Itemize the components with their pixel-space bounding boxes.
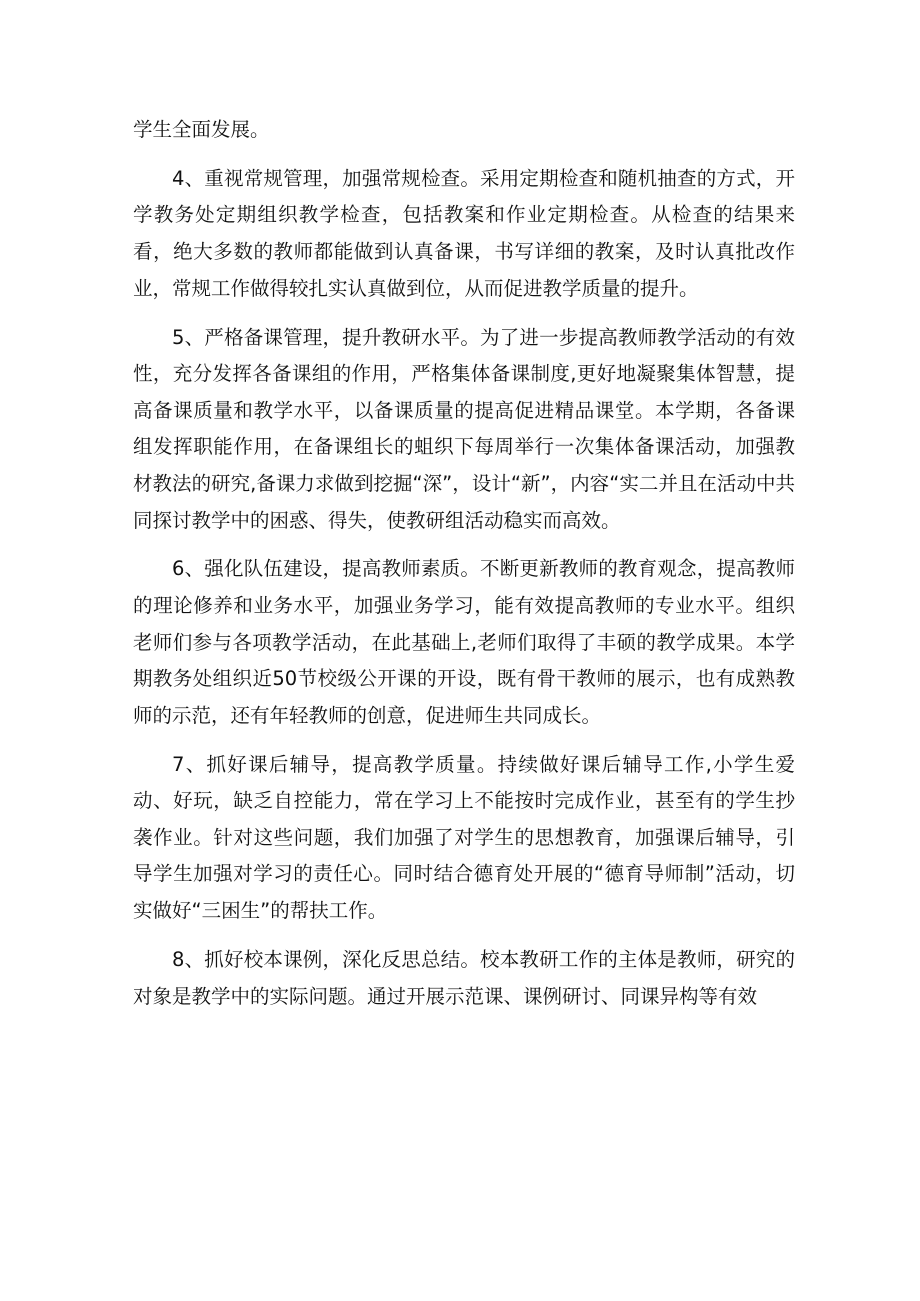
paragraph-routine-management: 4、重视常规管理，加强常规检查。采用定期检查和随机抽查的方式，开学教务处定期组织教学检查，包括教案和作业定期检查。从检查的结果来看，绝大多数的教师都能做到认真备课，书写详细的教案，及时认真批改作业，常规工作做得较扎实认真做到位，从而促进教学质量的提升。 (133, 166, 795, 300)
paragraph-lesson-preparation: 5、严格备课管理，提升教研水平。为了进一步提高教师教学活动的有效性，充分发挥各备课组的作用，严格集体备课制度,更好地凝聚集体智慧，提高备课质量和教学水平，以备课质量的提高促进精品课堂。本学期，各备课组发挥职能作用，在备课组长的蛆织下每周举行一次集体备课活动，加强教材教法的研究,备课力求做到挖掘“深”，设计“新”，内容“实二并且在活动中共同探讨教学中的困惑、得失，使教研组活动稳实而高效。 (133, 325, 795, 532)
document-body (133, 112, 795, 1015)
paragraph-school-based-lessons: 8、抓好校本课例，深化反思总结。校本教研工作的主体是教师，研究的对象是教学中的实际问题。通过开展示范课、课例研讨、同课异构等有效 (133, 947, 795, 1008)
paragraph-after-class-tutoring: 7、抓好课后辅导，提高教学质量。持续做好课后辅导工作,小学生爱动、好玩，缺乏自控能力，常在学习上不能按时完成作业，甚至有的学生抄袭作业。针对这些问题，我们加强了对学生的思想教育，加强课后辅导，引导学生加强对学习的责任心。同时结合德育处开展的“德育导师制”活动，切实做好“三困生”的帮扶工作。 (133, 752, 795, 923)
paragraph-team-building: 6、强化队伍建设，提高教师素质。不断更新教师的教育观念，提高教师的理论修养和业务水平，加强业务学习，能有效提高教师的专业水平。组织老师们参与各项教学活动，在此基础上,老师们取得了丰硕的教学成果。本学期教务处组织近50节校级公开课的开设，既有骨干教师的展示，也有成熟教师的示范，还有年轻教师的创意，促进师生共同成长。 (133, 557, 795, 727)
paragraph-continuation: 学生全面发展。 (133, 118, 270, 141)
